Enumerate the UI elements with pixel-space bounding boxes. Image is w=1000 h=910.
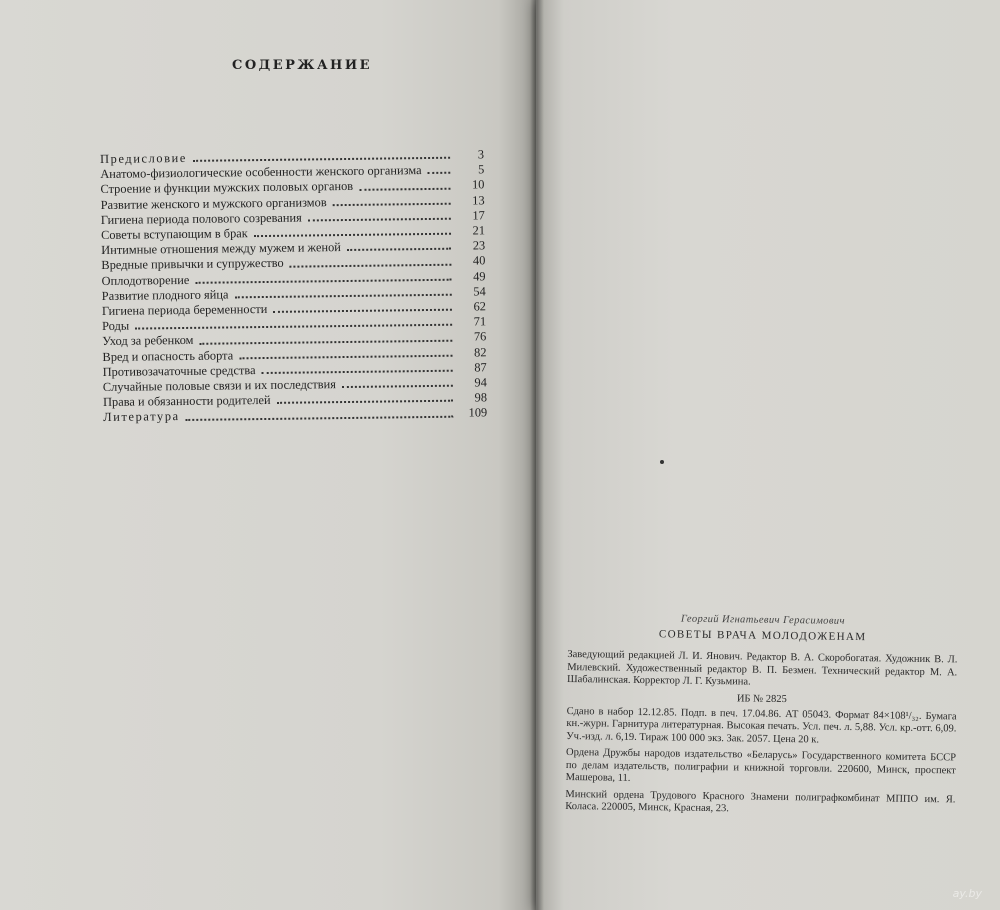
printer-info: Минский ордена Трудового Красного Знамени полиграфкомбинат МППО им. Я. Коласа. 220005, Минск, Красная, 23. [565,788,956,815]
toc-entry-page: 82 [473,344,487,360]
toc-entry-page: 17 [472,208,485,223]
toc-entry-title: Советы вступающим в брак [100,226,248,243]
toc-entry-title: Уход за ребенком [102,333,194,349]
toc-leader-dots [254,233,451,237]
toc-heading: СОДЕРЖАНИЕ [232,58,373,73]
toc-leader-dots [342,385,453,388]
toc-leader-dots [290,263,452,267]
editorial-credits: Заведующий редакцией Л. И. Янович. Редактор В. А. Скоробогатая. Художник В. Л. Милевский. Художественный редактор В. П. Безмен. Технический редактор М. А. Шабалинская. Корректор Л. Г. Кузьмина. [566,648,958,688]
table-of-contents [100,147,487,425]
author-name: Георгий Игнатьевич Герасимович [680,613,845,627]
toc-entry-title: Противозачаточные средства [102,362,256,379]
toc-entry-page: 10 [471,177,485,192]
toc-entry-title: Интимные отношения между мужем и женой [101,240,341,258]
imprint-block [565,612,958,819]
toc-entry-page: 49 [473,268,486,284]
toc-entry-title: Предисловие [100,150,188,166]
toc-entry-page: 98 [474,390,488,405]
publisher-info: Ордена Дружбы народов издательство «Беларусь» Государственного комитета БССР по делам издательств, полиграфии и книжной торговли. 220600, Минск, проспект Машерова, 11. [565,746,957,784]
toc-entry-page: 94 [474,375,487,390]
toc-entry-page: 62 [473,299,486,314]
toc-entry-title: Роды [102,318,130,334]
toc-entry-page: 109 [468,405,488,420]
toc-entry-page: 23 [472,238,486,253]
toc-entry-page: 21 [472,223,486,238]
toc-entry-title: Строение и функции мужских половых органов [100,179,354,197]
toc-entry-page: 40 [472,253,486,268]
toc-entry [103,406,487,426]
toc-entry-page: 87 [474,360,487,375]
toc-entry-page: 76 [473,329,487,344]
toc-leader-dots [193,157,450,162]
toc-leader-dots [428,172,451,174]
toc-entry-title: Литература [103,409,180,425]
toc-entry-title: Анатомо-физиологические особенности женского организма [100,163,422,182]
toc-leader-dots [273,309,452,313]
print-info: Сдано в набор 12.12.85. Подп. в печ. 17.04.86. АТ 05043. Формат 84×108¹/₃₂. Бумага кн.-журн. Гарнитура литературная. Высокая печать. Усл. печ. л. 5,88. Усл. кр.-отт. 6,09. Уч.-изд. л. 6,19. Тираж 100 000 экз. Зак. 2057. Цена 20 к. [566,705,957,746]
toc-entry-title: Развитие женского и мужского организмов [100,194,327,212]
toc-leader-dots [135,324,452,330]
toc-entry-title: Случайные половые связи и их последствия [102,377,337,395]
paper-spot [660,460,664,464]
toc-entry-title: Оплодотворение [101,272,190,288]
toc-leader-dots [347,248,451,251]
toc-entry-title: Вред и опасность аборта [102,348,234,364]
toc-entry-page: 13 [472,192,485,208]
toc-leader-dots [235,294,452,299]
toc-entry-page: 54 [473,284,486,299]
toc-entry-page: 71 [473,314,487,329]
toc-entry-title: Вредные привычки и супружество [101,256,284,273]
toc-leader-dots [186,415,454,420]
toc-entry-page: 3 [477,147,485,162]
book-title: СОВЕТЫ ВРАЧА МОЛОДОЖЕНАМ [658,628,867,644]
toc-leader-dots [239,355,452,360]
toc-leader-dots [359,187,450,190]
toc-leader-dots [277,400,453,404]
toc-leader-dots [199,339,452,344]
toc-leader-dots [333,203,451,206]
toc-entry-title: Гигиена периода полового созревания [100,210,302,227]
book-gutter [530,0,544,910]
toc-leader-dots [308,218,451,222]
watermark: ay.by [952,887,982,900]
toc-entry-title: Развитие плодного яйца [101,287,229,303]
ib-number: ИБ № 2825 [736,692,787,705]
toc-leader-dots [262,370,453,374]
toc-entry-title: Права и обязанности родителей [102,393,271,410]
toc-entry-title: Гигиена периода беременности [101,301,268,319]
toc-entry-page: 5 [477,162,485,177]
toc-leader-dots [195,279,451,284]
